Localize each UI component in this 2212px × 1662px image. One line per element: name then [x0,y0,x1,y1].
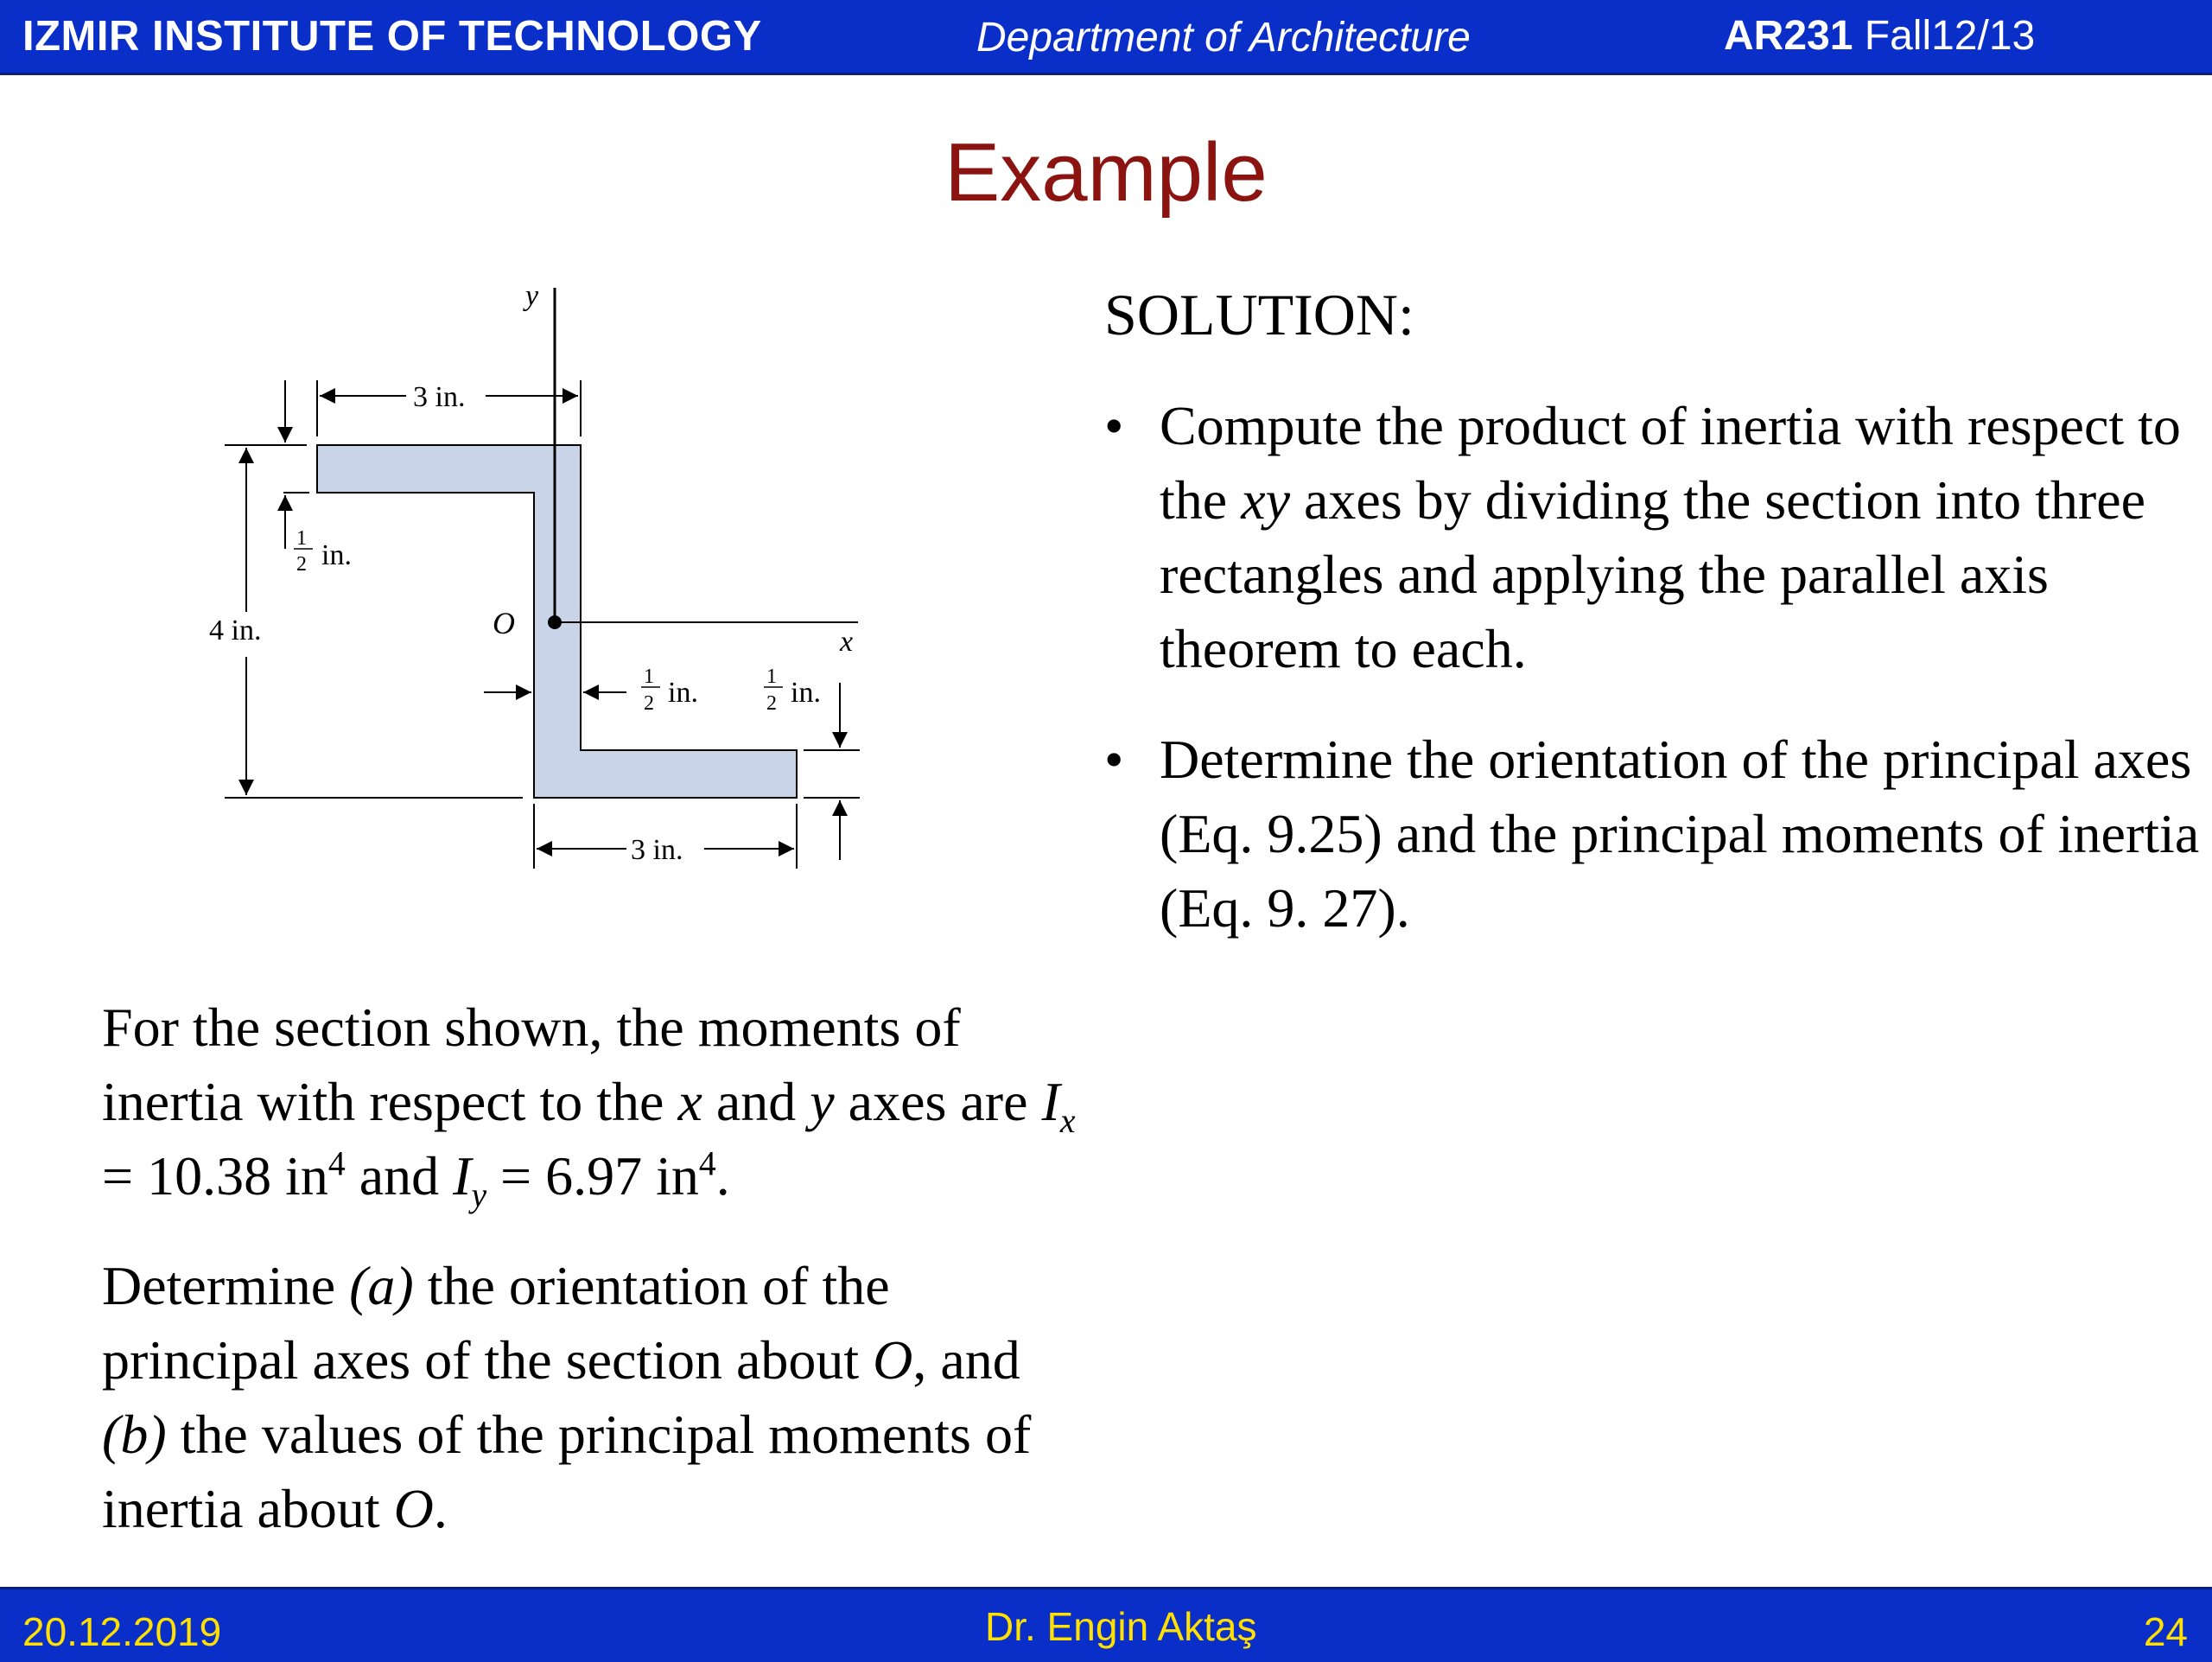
x-axis-label: x [840,626,854,658]
frac-den-3: 2 [766,692,777,715]
footer-bar [0,1587,2212,1662]
frac-den-2: 2 [644,692,654,715]
frac-den-1: 2 [296,553,307,576]
y-axis-label: y [525,280,539,312]
origin-point [548,615,562,629]
step-text: Determine the orientation of the principal axes (Eq. 9.25) and the principal moments of inertia (Eq. 9. 27). [1160,729,2200,939]
solution-step [1104,723,2202,946]
course-info [1724,12,2035,60]
dim-bottom-label: 3 in. [631,834,683,866]
problem-statement: For the section shown, the moments of inertia with respect to the x and y axes are $I_x = 10.38$ $in^4$ and $I_y = 6.97$ $in^4$. [102,997,1076,1214]
bullet-icon: • [1104,395,1124,456]
solution-step [1104,389,2202,686]
institution-name: IZMIR INSTITUTE OF TECHNOLOGY [22,13,762,60]
solution-heading: SOLUTION: [1104,282,1414,347]
origin-label: O [493,606,515,640]
slide-title: Example [944,126,1268,219]
page-number: 24 [2143,1609,2188,1654]
dim-height-label: 4 in. [209,614,262,646]
course-code: AR231 [1724,13,1853,59]
frac-num-3: 1 [766,665,777,688]
bullet-icon: • [1104,729,1124,790]
footer-author: Dr. Engin Aktaş [985,1604,1257,1649]
footer-date: 20.12.2019 [22,1609,222,1654]
section-figure [199,272,881,877]
frac-num-1: 1 [296,527,307,550]
solution-steps [1104,389,2202,982]
frac-num-2: 1 [644,665,654,688]
department-name: Department of Architecture [976,15,1471,60]
problem-question: Determine (a) the orientation of the principal axes of the section about O, and (b) the values of the principal moments of inertia about O. [102,1255,1032,1539]
header-bar [0,0,2212,75]
course-term: Fall12/13 [1864,13,2036,59]
step-text: Compute the product of inertia with respect to the xy axes by dividing the section into three rectangles and applying the parallel axis theorem to each. [1160,395,2181,679]
dim-half-label-1: in. [321,539,352,571]
dim-half-label-2: in. [668,677,698,709]
dim-half-label-3: in. [791,677,821,709]
dim-top-label: 3 in. [413,381,466,413]
